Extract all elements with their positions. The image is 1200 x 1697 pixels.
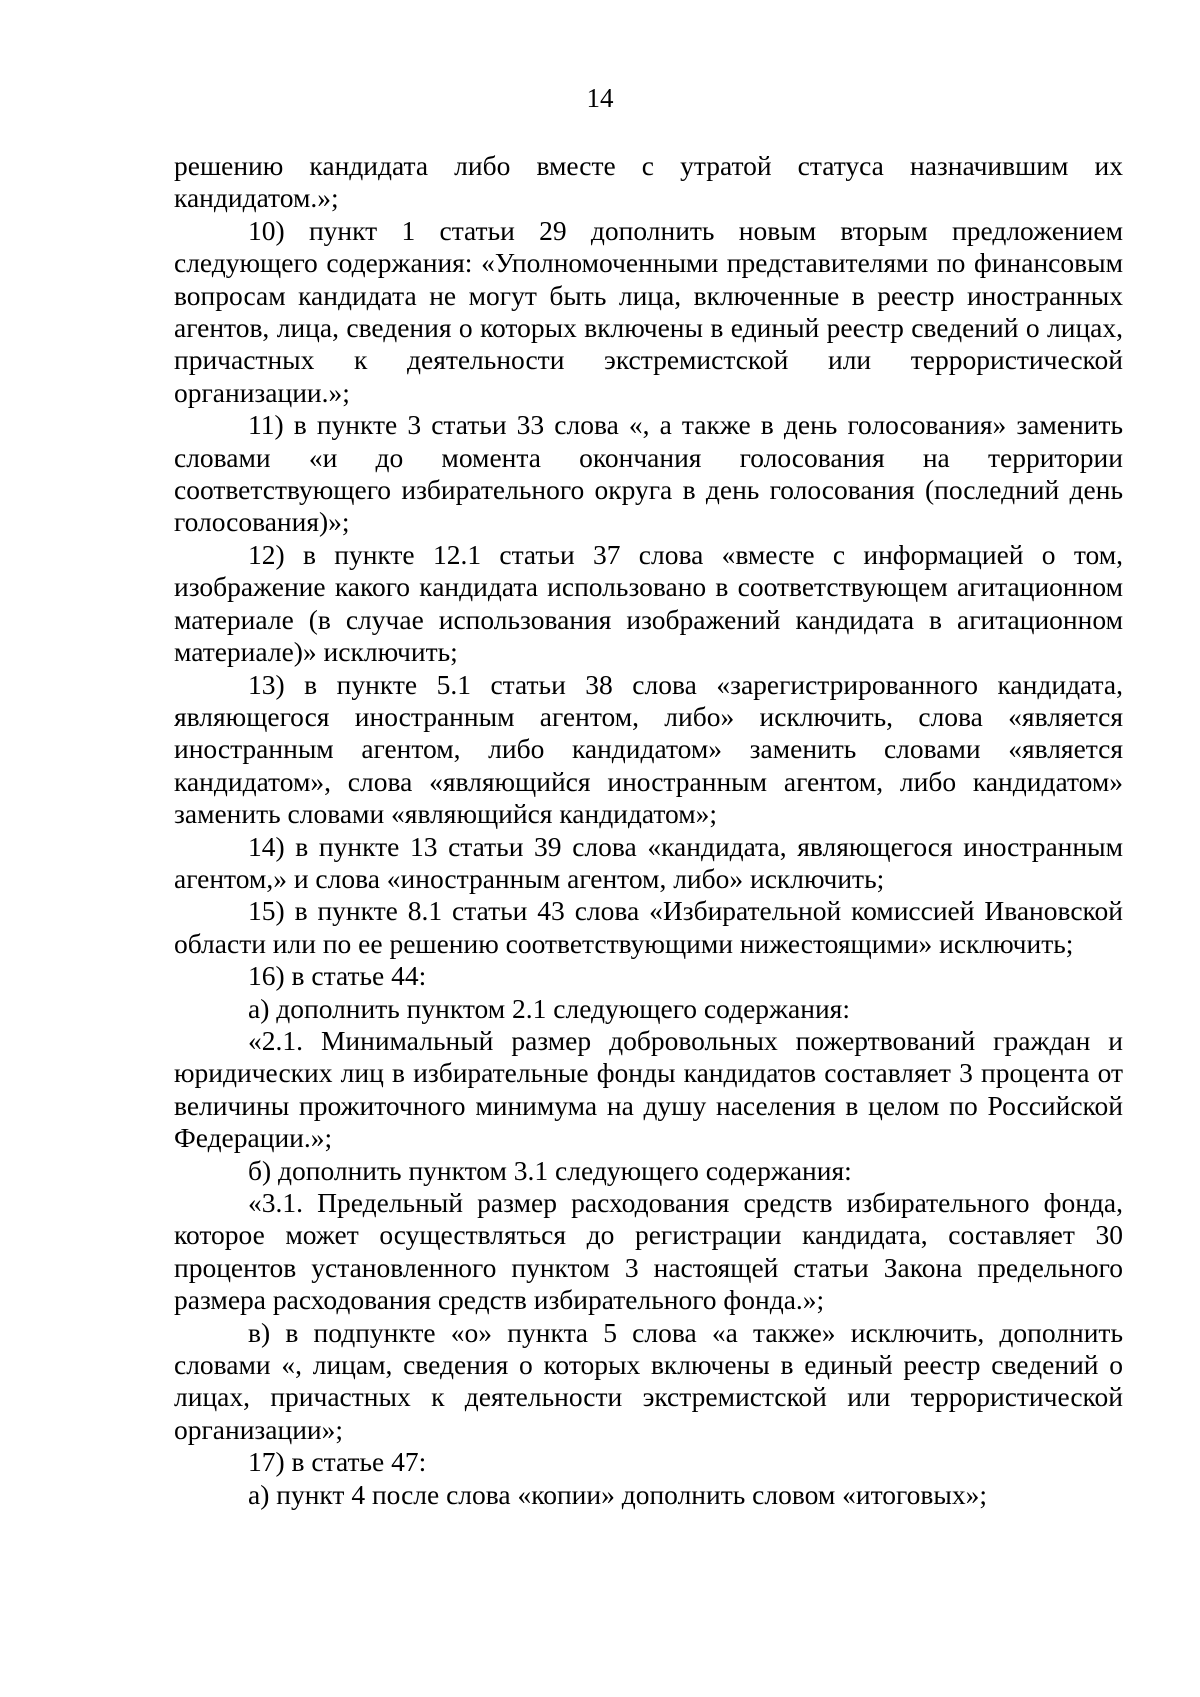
paragraph-item-16: 16) в статье 44: bbox=[248, 960, 427, 992]
paragraph: решению кандидата либо вместе с утратой статуса назначившим их кандидатом.»; bbox=[174, 150, 1123, 214]
subparagraph-16v: в) в подпункте «о» пункта 5 слова «а также» исключить, дополнить словами «, лицам, сведения о которых включены в единый реестр сведений о лицах, причастных к деятельности экстремистской или террористической организации»; bbox=[174, 1316, 1123, 1445]
subparagraph-17a: а) пункт 4 после слова «копии» дополнить словом «итоговых»; bbox=[248, 1478, 987, 1510]
paragraph-item-13: 13) в пункте 5.1 статьи 38 слова «зарегистрированного кандидата, являющегося иностранным агентом, либо» исключить, слова «является иностранным агентом, либо кандидатом» заменить словами «является кандидатом», слова «являющийся иностранным агентом, либо кандидатом» заменить словами «являющийся кандидатом»; bbox=[174, 668, 1123, 830]
paragraph-item-15: 15) в пункте 8.1 статьи 43 слова «Избирательной комиссией Ивановской области или по ее решению соответствующими нижестоящими» исключить; bbox=[174, 895, 1123, 959]
subparagraph-16b: б) дополнить пунктом 3.1 следующего содержания: bbox=[248, 1154, 852, 1186]
quoted-clause-3-1: «3.1. Предельный размер расходования средств избирательного фонда, которое может осуществляться до регистрации кандидата, составляет 30 процентов установленного пунктом 3 настоящей статьи Закона предельного размера расходования средств избирательного фонда.»; bbox=[174, 1187, 1123, 1316]
document-body bbox=[174, 150, 1123, 1511]
paragraph-item-11: 11) в пункте 3 статьи 33 слова «, а также в день голосования» заменить словами «и до момента окончания голосования на территории соответствующего избирательного округа в день голосования (последний день голосования)»; bbox=[174, 409, 1123, 538]
paragraph-item-12: 12) в пункте 12.1 статьи 37 слова «вместе с информацией о том, изображение какого кандидата использовано в соответствующем агитационном материале (в случае использования изображений кандидата в агитационном материале)» исключить; bbox=[174, 538, 1123, 668]
quoted-clause-2-1: «2.1. Минимальный размер добровольных пожертвований граждан и юридических лиц в избирательные фонды кандидатов составляет 3 процента от величины прожиточного минимума на душу населения в целом по Российской Федерации.»; bbox=[174, 1024, 1123, 1154]
paragraph-item-17: 17) в статье 47: bbox=[248, 1446, 427, 1478]
page-number: 14 bbox=[586, 83, 614, 113]
subparagraph-16a: а) дополнить пунктом 2.1 следующего содержания: bbox=[248, 992, 850, 1024]
paragraph-item-14: 14) в пункте 13 статьи 39 слова «кандидата, являющегося иностранным агентом,» и слова «иностранным агентом, либо» исключить; bbox=[174, 830, 1123, 894]
paragraph-item-10: 10) пункт 1 статьи 29 дополнить новым вторым предложением следующего содержания: «Уполномоченными представителями по финансовым вопросам кандидата не могут быть лица, включенные в реестр иностранных агентов, лица, сведения о которых включены в единый реестр сведений о лицах, причастных к деятельности экстремистской или террористической организации.»; bbox=[174, 214, 1123, 408]
